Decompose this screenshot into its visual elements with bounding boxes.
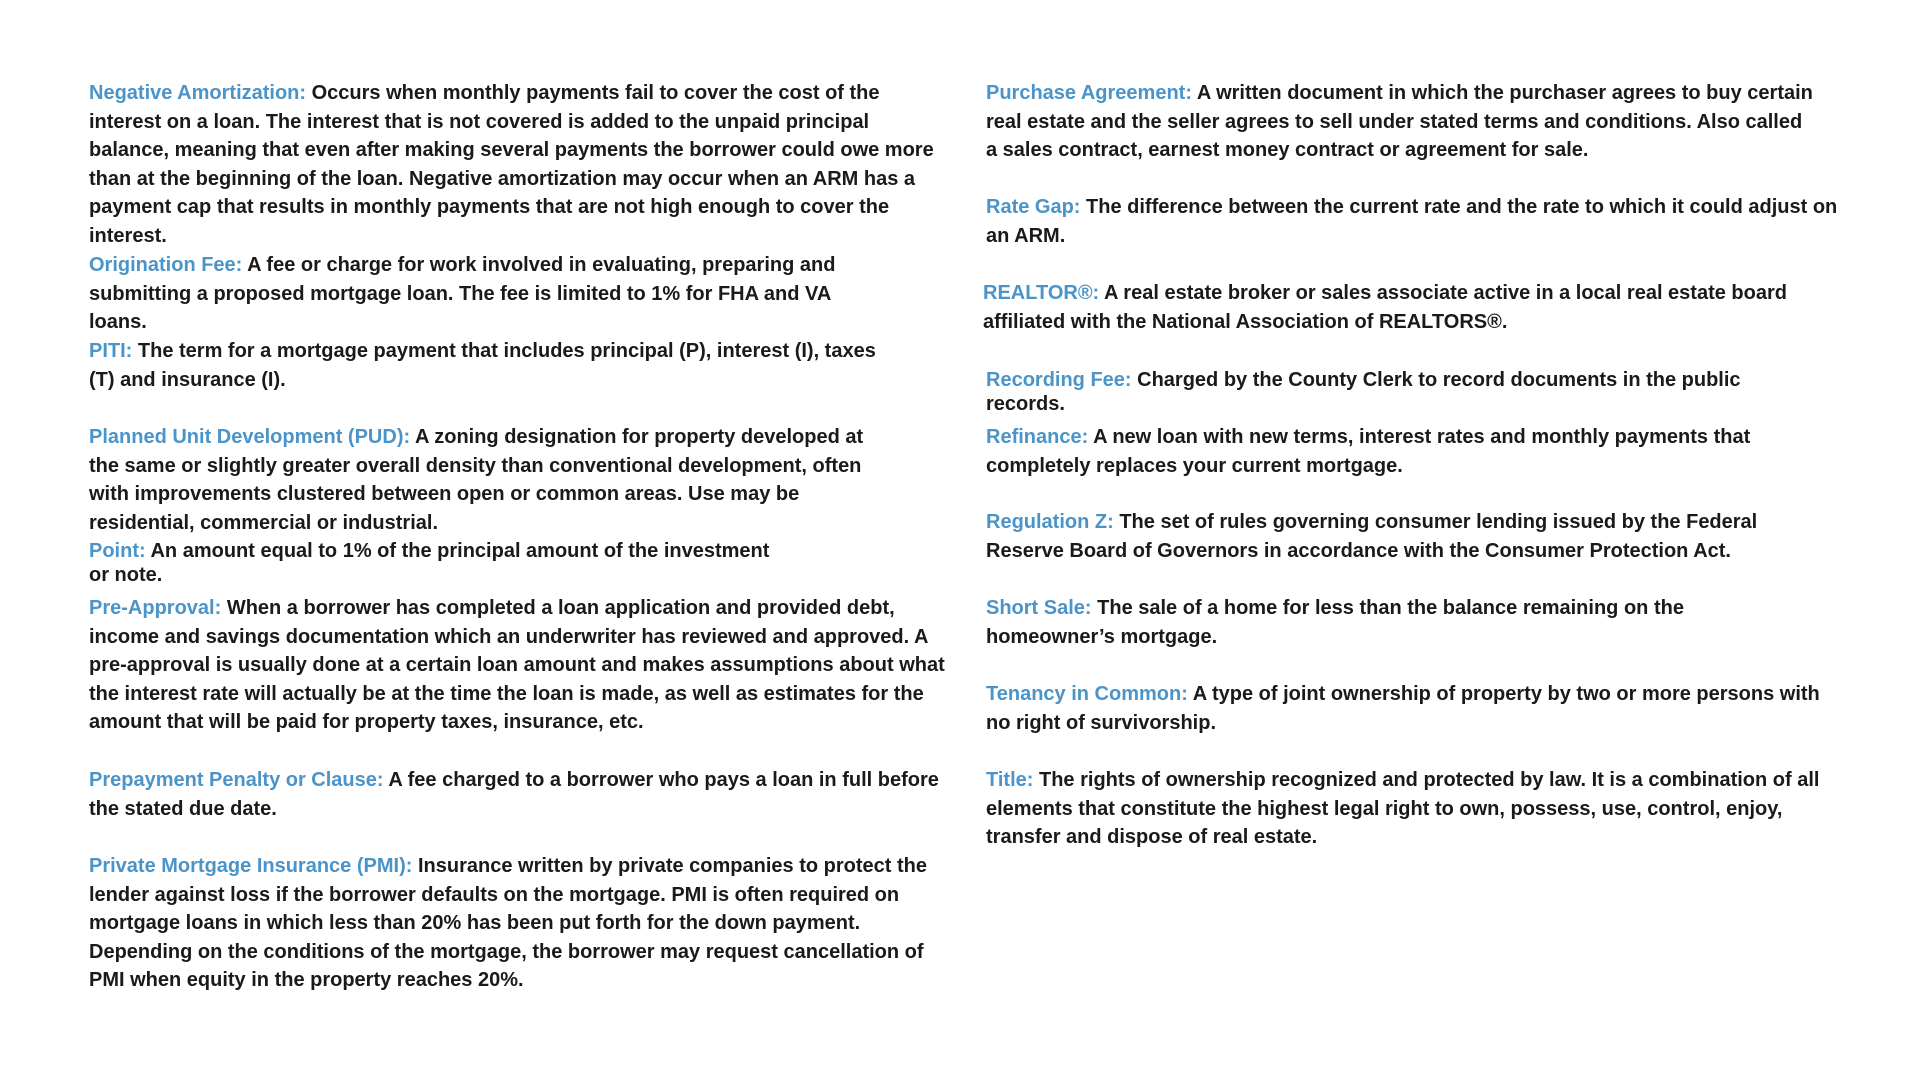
glossary-entry-pmi <box>89 852 951 995</box>
glossary-definition: The sale of a home for less than the balance remaining on the homeowner’s mortgage. <box>986 597 1684 648</box>
glossary-term: Short Sale: <box>986 597 1092 619</box>
glossary-term: Refinance: <box>986 426 1089 448</box>
glossary-entry-refinance <box>986 423 1776 480</box>
glossary-entry-short-sale <box>986 594 1746 651</box>
glossary-entry-realtor <box>983 279 1813 336</box>
glossary-term: Title: <box>986 769 1034 791</box>
glossary-entry-purchase-agreement <box>986 79 1816 165</box>
glossary-term: Regulation Z: <box>986 511 1114 533</box>
glossary-term: Planned Unit Development (PUD): <box>89 426 411 448</box>
glossary-definition: A written document in which the purchaser agrees to buy certain real estate and the seller agrees to sell under stated terms and conditions. Also called a sales contract, earnest money contract or agreement for sale. <box>986 82 1813 161</box>
glossary-entry-point <box>89 539 789 587</box>
glossary-definition: An amount equal to 1% of the principal amount of the investment or note. <box>89 540 770 586</box>
glossary-definition: The rights of ownership recognized and protected by law. It is a combination of all elements that constitute the highest legal right to own, possess, use, control, enjoy, transfer and dispose of real estate. <box>986 769 1820 848</box>
glossary-definition: The set of rules governing consumer lending issued by the Federal Reserve Board of Governors in accordance with the Consumer Protection Act. <box>986 511 1758 562</box>
glossary-term: Purchase Agreement: <box>986 82 1192 104</box>
glossary-entry-negative-amortization <box>89 79 951 250</box>
glossary-entry-title <box>986 766 1848 852</box>
glossary-term: Pre-Approval: <box>89 597 222 619</box>
glossary-definition: Occurs when monthly payments fail to cover the cost of the interest on a loan. The interest that is not covered is added to the unpaid principal balance, meaning that even after making several payments the borrower could owe more than at the beginning of the loan. Negative amortization may occur when an ARM has a payment cap that results in monthly payments that are not high enough to cover the interest. <box>89 82 934 247</box>
glossary-definition: Insurance written by private companies to protect the lender against loss if the borrower defaults on the mortgage. PMI is often required on mortgage loans in which less than 20% has been put forth for the down payment. Depending on the conditions of the mortgage, the borrower may request cancellation of PMI when equity in the property reaches 20%. <box>89 855 927 991</box>
glossary-term: Private Mortgage Insurance (PMI): <box>89 855 413 877</box>
glossary-definition: The term for a mortgage payment that includes principal (P), interest (I), taxes (T) and insurance (I). <box>89 340 876 391</box>
glossary-definition: A fee charged to a borrower who pays a loan in full before the stated due date. <box>89 769 939 820</box>
glossary-entry-recording-fee <box>986 368 1746 416</box>
glossary-definition: When a borrower has completed a loan application and provided debt, income and savings documentation which an underwriter has reviewed and approved. A pre-approval is usually done at a certain loan amount and makes assumptions about what the interest rate will actually be at the time the loan is made, as well as estimates for the amount that will be paid for property taxes, insurance, etc. <box>89 597 945 733</box>
glossary-definition: The difference between the current rate and the rate to which it could adjust on an ARM. <box>986 196 1838 247</box>
glossary-term: Recording Fee: <box>986 369 1132 391</box>
glossary-term: Negative Amortization: <box>89 82 307 104</box>
glossary-entry-regulation-z <box>986 508 1776 565</box>
glossary-entry-piti <box>89 337 879 394</box>
glossary-term: Point: <box>89 540 146 562</box>
glossary-term: REALTOR®: <box>983 282 1100 304</box>
glossary-term: Prepayment Penalty or Clause: <box>89 769 384 791</box>
glossary-definition: A type of joint ownership of property by two or more persons with no right of survivorship. <box>986 683 1820 734</box>
glossary-definition: A zoning designation for property developed at the same or slightly greater overall density than conventional development, often with improvements clustered between open or common areas. Use may be residential, commercial or industrial. <box>89 426 864 534</box>
glossary-entry-pre-approval <box>89 594 951 737</box>
glossary-entry-origination-fee <box>89 251 879 337</box>
glossary-definition: A real estate broker or sales associate active in a local real estate board affiliated with the National Association of REALTORS®. <box>983 282 1787 333</box>
glossary-term: Origination Fee: <box>89 254 243 276</box>
glossary-entry-pud <box>89 423 889 537</box>
glossary-term: PITI: <box>89 340 133 362</box>
glossary-definition: A new loan with new terms, interest rates and monthly payments that completely replaces your current mortgage. <box>986 426 1751 477</box>
glossary-entry-rate-gap <box>986 193 1848 250</box>
glossary-definition: A fee or charge for work involved in evaluating, preparing and submitting a proposed mortgage loan. The fee is limited to 1% for FHA and VA loans. <box>89 254 836 333</box>
glossary-term: Rate Gap: <box>986 196 1081 218</box>
glossary-term: Tenancy in Common: <box>986 683 1188 705</box>
glossary-entry-tenancy-in-common <box>986 680 1848 737</box>
glossary-definition: Charged by the County Clerk to record documents in the public records. <box>986 369 1741 415</box>
glossary-entry-prepayment-penalty <box>89 766 951 823</box>
